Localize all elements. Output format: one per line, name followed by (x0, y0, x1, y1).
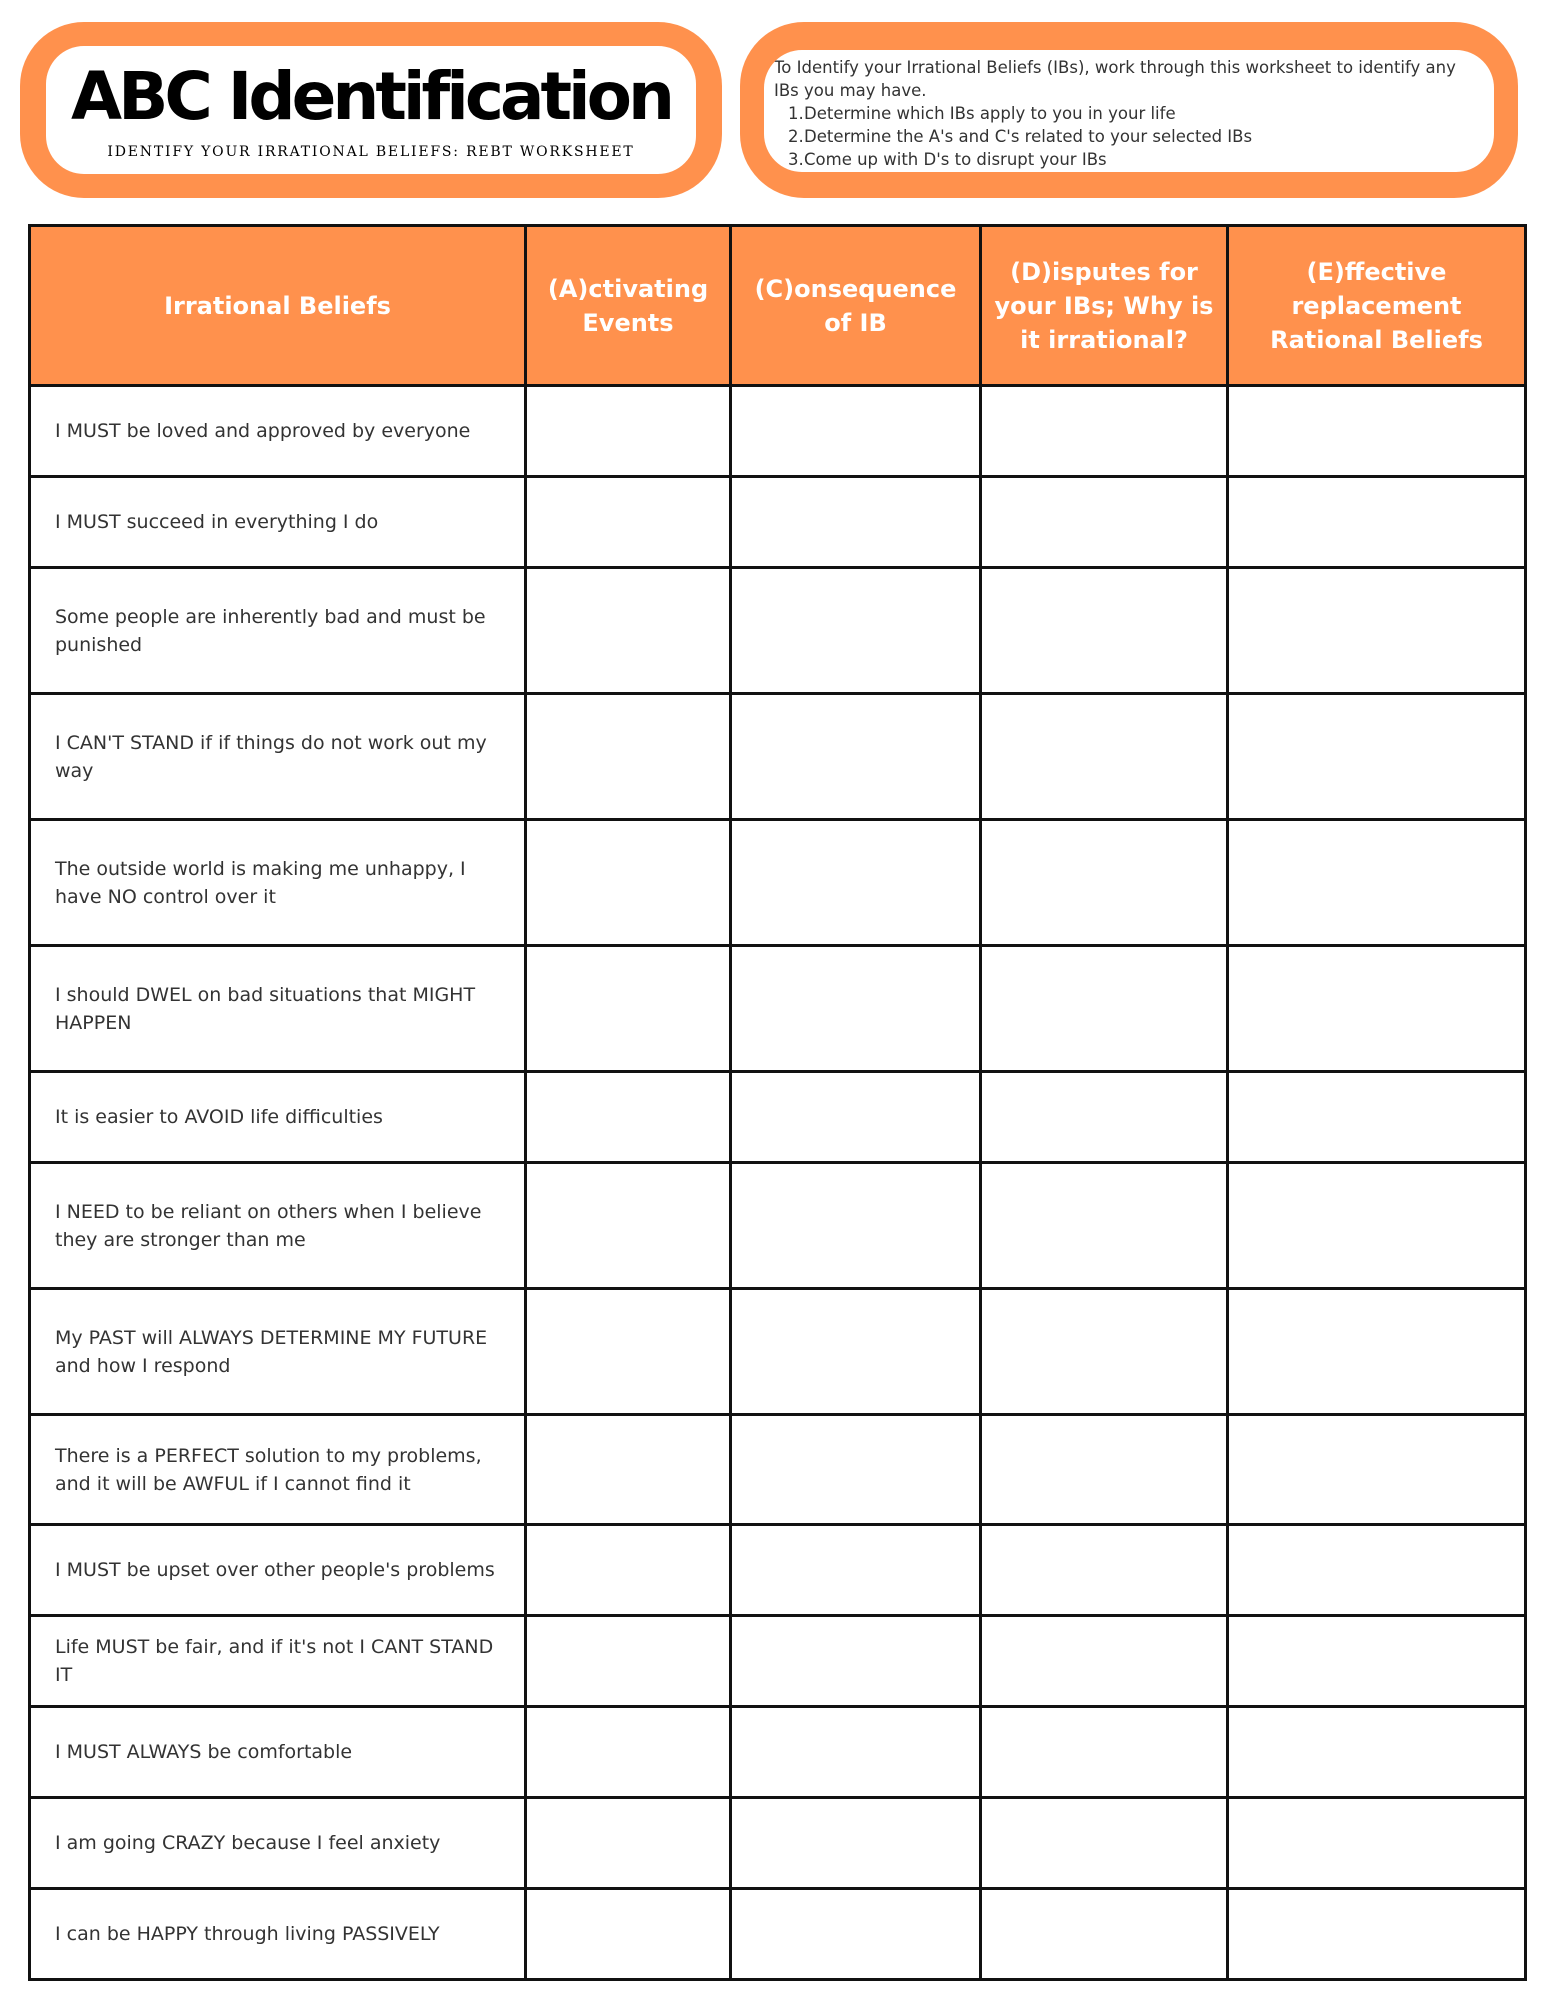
instructions-banner-inner (764, 50, 1494, 172)
activating-events-cell[interactable] (526, 1707, 731, 1798)
instructions-steps (774, 102, 1480, 171)
effective-beliefs-cell[interactable] (1228, 694, 1526, 820)
activating-events-cell[interactable] (526, 1072, 731, 1163)
effective-beliefs-cell[interactable] (1228, 1889, 1526, 1980)
table-row (30, 386, 1526, 477)
belief-cell: I should DWEL on bad situations that MIGHT HAPPEN (30, 946, 526, 1072)
consequence-cell[interactable] (731, 694, 981, 820)
activating-events-cell[interactable] (526, 946, 731, 1072)
consequence-cell[interactable] (731, 1072, 981, 1163)
effective-beliefs-cell[interactable] (1228, 477, 1526, 568)
column-header-activating-events: (A)ctivating Events (526, 226, 731, 386)
table-row (30, 477, 1526, 568)
column-header-irrational-beliefs: Irrational Beliefs (30, 226, 526, 386)
consequence-cell[interactable] (731, 1163, 981, 1289)
disputes-cell[interactable] (981, 477, 1228, 568)
consequence-cell[interactable] (731, 820, 981, 946)
table-row (30, 1415, 1526, 1525)
effective-beliefs-cell[interactable] (1228, 386, 1526, 477)
disputes-cell[interactable] (981, 1415, 1228, 1525)
belief-cell: I MUST ALWAYS be comfortable (30, 1707, 526, 1798)
belief-cell: I MUST be loved and approved by everyone (30, 386, 526, 477)
activating-events-cell[interactable] (526, 568, 731, 694)
consequence-cell[interactable] (731, 477, 981, 568)
activating-events-cell[interactable] (526, 694, 731, 820)
consequence-cell[interactable] (731, 1415, 981, 1525)
disputes-cell[interactable] (981, 946, 1228, 1072)
instruction-step: 1.Determine which IBs apply to you in your life (788, 104, 1176, 123)
activating-events-cell[interactable] (526, 1289, 731, 1415)
disputes-cell[interactable] (981, 568, 1228, 694)
disputes-cell[interactable] (981, 1616, 1228, 1707)
column-header-effective-beliefs: (E)ffective replacement Rational Beliefs (1228, 226, 1526, 386)
effective-beliefs-cell[interactable] (1228, 1415, 1526, 1525)
column-header-consequence: (C)onsequence of IB (731, 226, 981, 386)
belief-cell: My PAST will ALWAYS DETERMINE MY FUTURE and how I respond (30, 1289, 526, 1415)
belief-cell: Life MUST be fair, and if it's not I CANT STAND IT (30, 1616, 526, 1707)
disputes-cell[interactable] (981, 386, 1228, 477)
table-row (30, 1163, 1526, 1289)
table-row (30, 1616, 1526, 1707)
belief-cell: I CAN'T STAND if if things do not work out my way (30, 694, 526, 820)
activating-events-cell[interactable] (526, 820, 731, 946)
belief-cell: I NEED to be reliant on others when I believe they are stronger than me (30, 1163, 526, 1289)
table-row (30, 946, 1526, 1072)
effective-beliefs-cell[interactable] (1228, 1525, 1526, 1616)
activating-events-cell[interactable] (526, 386, 731, 477)
activating-events-cell[interactable] (526, 477, 731, 568)
belief-cell: There is a PERFECT solution to my problems, and it will be AWFUL if I cannot find it (30, 1415, 526, 1525)
instruction-step: 3.Come up with D's to disrupt your IBs (788, 150, 1107, 169)
consequence-cell[interactable] (731, 568, 981, 694)
activating-events-cell[interactable] (526, 1616, 731, 1707)
belief-cell: The outside world is making me unhappy, I have NO control over it (30, 820, 526, 946)
belief-cell: It is easier to AVOID life difficulties (30, 1072, 526, 1163)
activating-events-cell[interactable] (526, 1798, 731, 1889)
effective-beliefs-cell[interactable] (1228, 1289, 1526, 1415)
activating-events-cell[interactable] (526, 1889, 731, 1980)
consequence-cell[interactable] (731, 1707, 981, 1798)
disputes-cell[interactable] (981, 1707, 1228, 1798)
effective-beliefs-cell[interactable] (1228, 1616, 1526, 1707)
page-subtitle: IDENTIFY YOUR IRRATIONAL BELIEFS: REBT WORKSHEET (107, 144, 635, 160)
table-row (30, 1289, 1526, 1415)
table-row (30, 1889, 1526, 1980)
disputes-cell[interactable] (981, 1072, 1228, 1163)
consequence-cell[interactable] (731, 1525, 981, 1616)
activating-events-cell[interactable] (526, 1415, 731, 1525)
belief-cell: I am going CRAZY because I feel anxiety (30, 1798, 526, 1889)
effective-beliefs-cell[interactable] (1228, 1163, 1526, 1289)
page-title: ABC Identification (70, 58, 672, 135)
belief-cell: I can be HAPPY through living PASSIVELY (30, 1889, 526, 1980)
effective-beliefs-cell[interactable] (1228, 1707, 1526, 1798)
disputes-cell[interactable] (981, 1163, 1228, 1289)
title-banner (20, 22, 722, 198)
title-banner-inner (46, 46, 696, 174)
effective-beliefs-cell[interactable] (1228, 1072, 1526, 1163)
column-header-disputes: (D)isputes for your IBs; Why is it irrational? (981, 226, 1228, 386)
table-row (30, 820, 1526, 946)
consequence-cell[interactable] (731, 1616, 981, 1707)
table-header-row (30, 226, 1526, 386)
consequence-cell[interactable] (731, 1889, 981, 1980)
disputes-cell[interactable] (981, 820, 1228, 946)
belief-cell: Some people are inherently bad and must be punished (30, 568, 526, 694)
instructions-intro: To Identify your Irrational Beliefs (IBs), work through this worksheet to identify any IBs you may have. (774, 58, 1456, 100)
belief-cell: I MUST succeed in everything I do (30, 477, 526, 568)
table-row (30, 568, 1526, 694)
table-row (30, 1072, 1526, 1163)
consequence-cell[interactable] (731, 386, 981, 477)
consequence-cell[interactable] (731, 1798, 981, 1889)
activating-events-cell[interactable] (526, 1525, 731, 1616)
effective-beliefs-cell[interactable] (1228, 820, 1526, 946)
effective-beliefs-cell[interactable] (1228, 1798, 1526, 1889)
belief-cell: I MUST be upset over other people's problems (30, 1525, 526, 1616)
consequence-cell[interactable] (731, 946, 981, 1072)
effective-beliefs-cell[interactable] (1228, 568, 1526, 694)
disputes-cell[interactable] (981, 1889, 1228, 1980)
table-row (30, 1707, 1526, 1798)
effective-beliefs-cell[interactable] (1228, 946, 1526, 1072)
table-row (30, 1525, 1526, 1616)
activating-events-cell[interactable] (526, 1163, 731, 1289)
instruction-step: 2.Determine the A's and C's related to your selected IBs (788, 127, 1253, 146)
disputes-cell[interactable] (981, 694, 1228, 820)
disputes-cell[interactable] (981, 1525, 1228, 1616)
instructions (774, 56, 1480, 171)
abc-worksheet-table (28, 224, 1527, 1981)
table-row (30, 694, 1526, 820)
instructions-banner (740, 22, 1518, 198)
consequence-cell[interactable] (731, 1289, 981, 1415)
table-row (30, 1798, 1526, 1889)
disputes-cell[interactable] (981, 1798, 1228, 1889)
disputes-cell[interactable] (981, 1289, 1228, 1415)
